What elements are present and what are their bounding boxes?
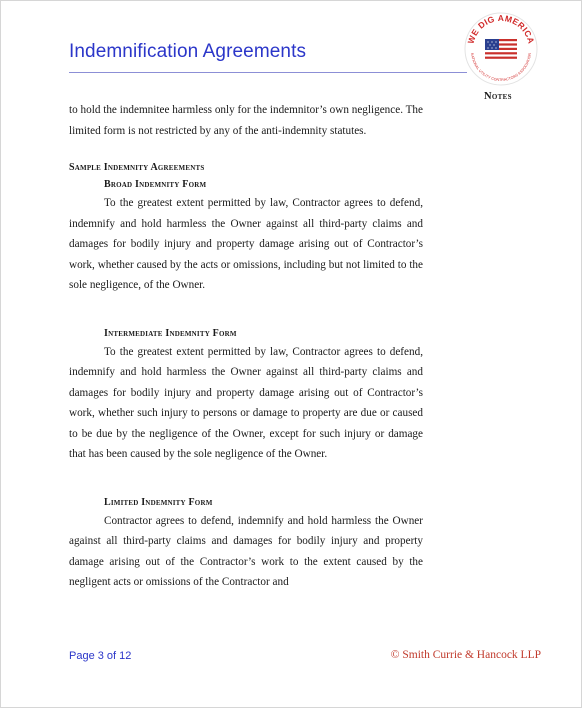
limited-form-heading: Limited Indemnity Form: [104, 496, 213, 508]
limited-form-text: Contractor agrees to defend, indemnify and hold harmless the Owner against all third-party claims and damages for bodily injury and property damage arising out of the Contractor’s work to the extent caused by the negligent acts or omissions of the Contractor and: [69, 514, 423, 588]
flag-icon: [485, 39, 517, 59]
page-number: Page 3 of 12: [69, 650, 132, 662]
document-body: [69, 100, 423, 593]
intermediate-form-text: To the greatest extent permitted by law, Contractor agrees to defend, indemnify and hold harmless the Owner against all third-party claims and damages for bodily injury and property damage arising out of Contractor’s work, whether such injury to persons or damage to property are due or caused to be due by the negligence of the Owner, except for such injury or damage that has been caused by the sole negligence of the Owner.: [69, 345, 423, 460]
notes-margin-label: Notes: [484, 91, 512, 102]
we-dig-america-logo-icon: [463, 11, 539, 87]
intro-paragraph: to hold the indemnitee harmless only for the indemnitor’s own negligence. The limited form is not restricted by any of the anti-indemnity statutes.: [69, 104, 423, 137]
logo-text-bottom: NATIONAL UTILITY CONTRACTORS ASSOCIATION: [470, 52, 532, 83]
broad-form-text: To the greatest extent permitted by law, Contractor agrees to defend, indemnify and hold harmless the Owner against all third-party claims and damages for bodily injury and property damage arising out of Contractor’s work, whether caused by the acts or omissions, including but not limited to the sole negligence, of the Owner.: [69, 197, 423, 291]
page-title: Indemnification Agreements: [69, 41, 307, 62]
header-divider: [69, 72, 467, 73]
spacer: [69, 296, 423, 324]
logo-text-top: WE DIG AMERICA: [465, 12, 537, 45]
section-heading: Sample Indemnity Agreements: [69, 162, 205, 173]
spacer: [69, 465, 423, 493]
copyright-notice: © Smith Currie & Hancock LLP: [390, 649, 541, 661]
intermediate-form-heading: Intermediate Indemnity Form: [104, 327, 237, 339]
broad-form-heading: Broad Indemnity Form: [104, 179, 207, 190]
